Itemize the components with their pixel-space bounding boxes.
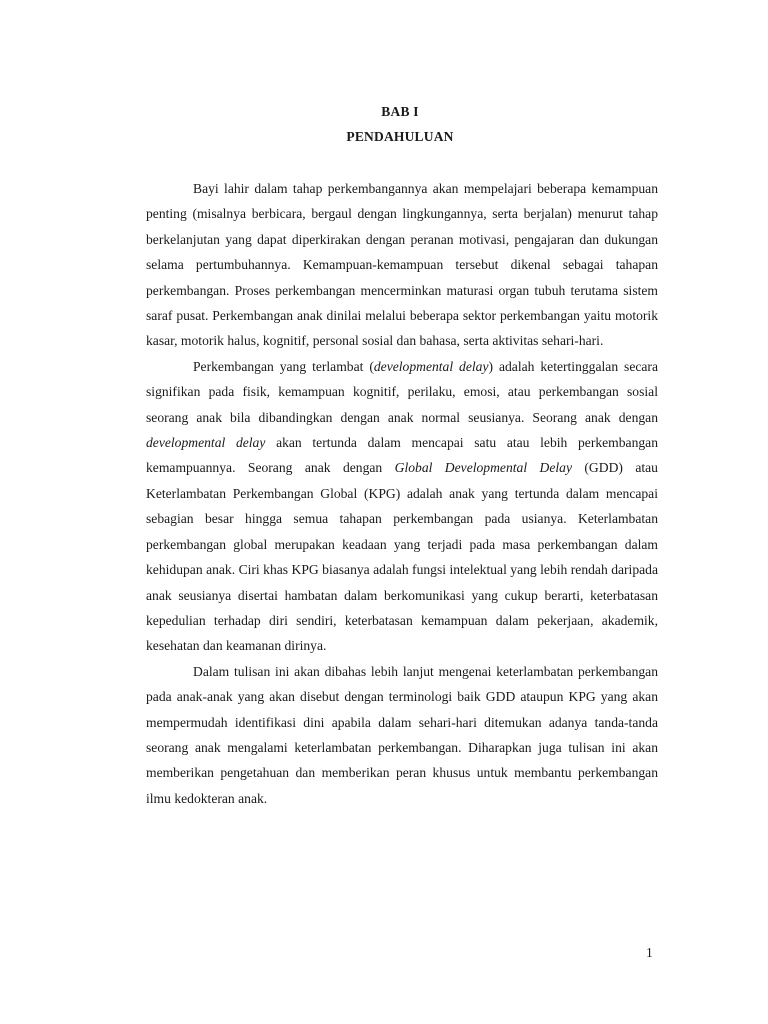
text-run: (GDD) atau Keterlambatan Perkembangan Global (KPG) adalah anak yang tertunda dalam mencapai sebagian besar hingga semua tahapan perkembangan pada usianya. Keterlambatan perkembangan global merupakan keadaan yang terjadi pada masa perkembangan dalam kehidupan anak. Ciri khas KPG biasanya adalah fungsi intelektual yang lebih rendah daripada anak seusianya disertai hambatan dalam berkomunikasi yang cukup berarti, keterbatasan kepedulian terhadap diri sendiri, keterbatasan kemampuan dalam pekerjaan, akademik, kesehatan dan keamanan dirinya. [146, 460, 658, 654]
italic-term: Global Developmental Delay [394, 460, 572, 476]
text-run: akan tertunda dalam mencapai satu atau lebih perkembangan kemampuannya. Seorang anak dengan [146, 435, 658, 476]
page-number: 1 [646, 945, 653, 960]
text-run: ) adalah ketertinggalan secara signifikan pada fisik, kemampuan kognitif, perilaku, emosi, atau perkembangan sosial seorang anak bila dibandingkan dengan anak normal seusianya. Seorang anak dengan [146, 358, 658, 425]
chapter-title: PENDAHULUAN [346, 129, 454, 144]
italic-term: developmental delay [146, 435, 266, 451]
text-run: Perkembangan yang terlambat ( [193, 358, 374, 374]
italic-term: developmental delay [373, 358, 489, 374]
text-run: Dalam tulisan ini akan dibahas lebih lanjut mengenai keterlambatan perkembangan pada anak-anak yang akan disebut dengan terminologi baik GDD ataupun KPG yang akan mempermudah identifikasi dini apabila dalam sehari-hari ditemukan adanya tanda-tanda seorang anak mengalami keterlambatan perkembangan. Diharapkan juga tulisan ini akan memberikan pengetahuan dan memberikan peran khusus untuk membantu perkembangan ilmu kedokteran anak. [146, 663, 658, 806]
paragraph [146, 659, 658, 811]
text-run: Bayi lahir dalam tahap perkembangannya akan mempelajari beberapa kemampuan penting (misalnya berbicara, bergaul dengan lingkungannya, serta berjalan) menurut tahap berkelanjutan yang dapat diperkirakan dengan peranan motivasi, pengajaran dan dukungan selama pertumbuhannya. Kemampuan-kemampuan tersebut dikenal sebagai tahapan perkembangan. Proses perkembangan mencerminkan maturasi organ tubuh terutama sistem saraf pusat. Perkembangan anak dinilai melalui beberapa sektor perkembangan yaitu motorik kasar, motorik halus, kognitif, personal sosial dan bahasa, serta aktivitas sehari-hari. [146, 181, 658, 349]
body-text [146, 176, 658, 811]
paragraph [146, 354, 658, 659]
chapter-heading: BAB I [381, 104, 419, 119]
paragraph [146, 176, 658, 354]
